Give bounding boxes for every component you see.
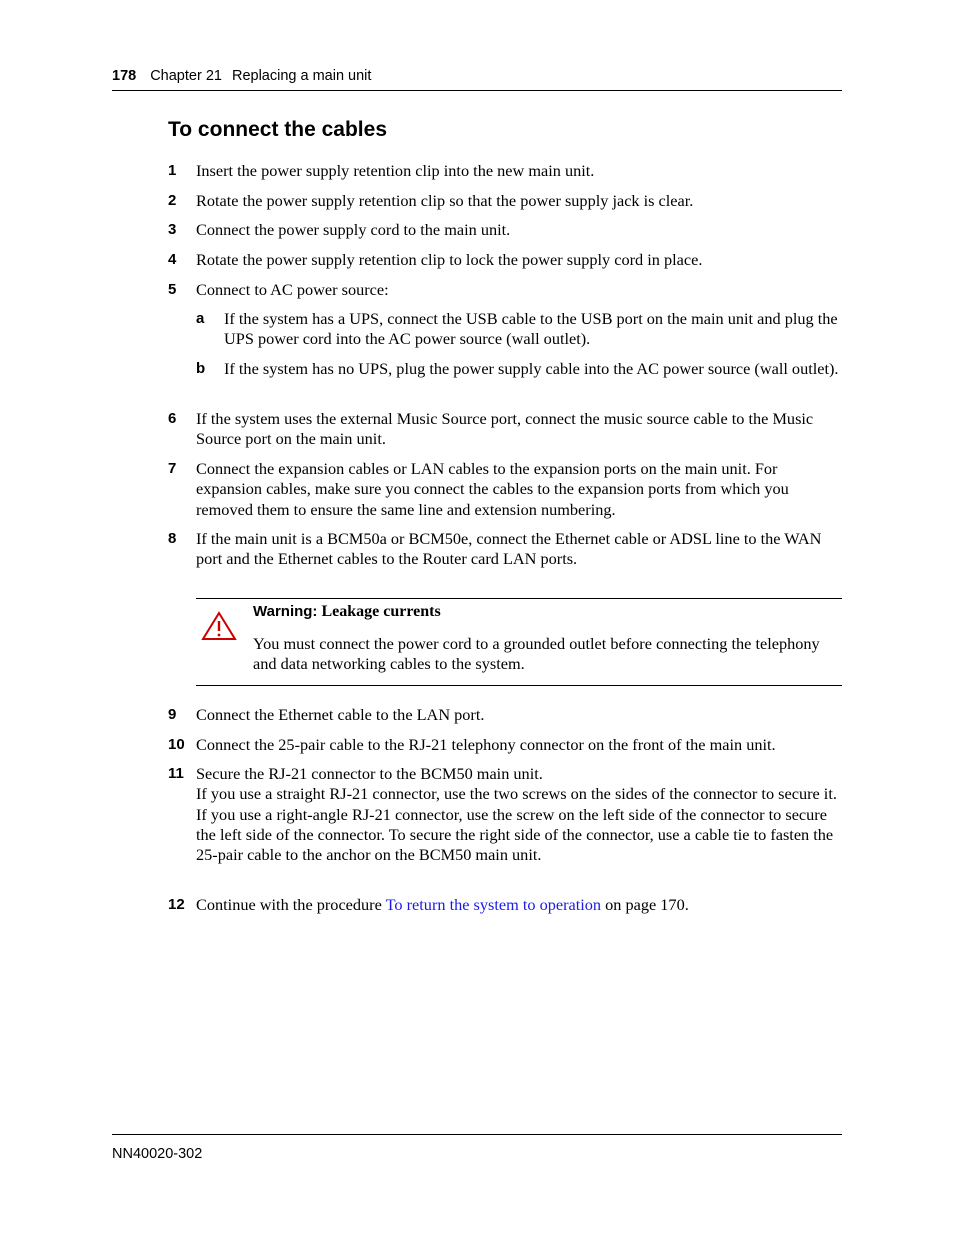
step-text: If the system uses the external Music Source port, connect the music source cable to the Music Source port on the main unit. <box>196 409 814 449</box>
step-text: Connect the power supply cord to the main unit. <box>196 220 511 239</box>
page-footer <box>112 1134 842 1162</box>
step-note: If you use a straight RJ-21 connector, use the two screws on the sides of the connector to secure it. <box>196 784 837 804</box>
step-number: 7 <box>168 460 177 477</box>
step-number: 4 <box>168 251 177 268</box>
document-number: NN40020-302 <box>112 1146 203 1162</box>
warning-heading <box>253 603 441 621</box>
step-number: 10 <box>168 736 185 753</box>
substep-text: If the system has no UPS, plug the power supply cable into the AC power source (wall outlet). <box>224 359 839 378</box>
step-number: 3 <box>168 221 177 238</box>
step-note: If you use a right-angle RJ-21 connector, use the screw on the left side of the connector to secure the left side of the connector. To secure the right side of the connector, use a cable tie to fasten the 25-pair cable to the anchor on the BCM50 main unit. <box>196 804 834 865</box>
step-number: 6 <box>168 410 177 427</box>
warning-box <box>196 598 842 686</box>
substep-text: If the system has a UPS, connect the USB cable to the USB port on the main unit and plug the UPS power cord into the AC power source (wall outlet). <box>224 309 838 349</box>
chapter-title: Replacing a main unit <box>231 68 372 84</box>
page-header <box>112 68 842 91</box>
warning-label: Warning: <box>253 603 318 620</box>
step-number: 9 <box>168 706 177 723</box>
step-text: Rotate the power supply retention clip to lock the power supply cord in place. <box>196 250 703 269</box>
substep-letter: b <box>196 360 206 377</box>
warning-title: Leakage currents <box>321 603 441 620</box>
step-number: 2 <box>168 192 177 209</box>
step-text <box>196 895 846 915</box>
step-text: Insert the power supply retention clip into the new main unit. <box>196 161 595 180</box>
step-number: 5 <box>168 281 177 298</box>
step-text: Connect the Ethernet cable to the LAN port. <box>196 705 485 724</box>
warning-body: You must connect the power cord to a grounded outlet before connecting the telephony and data networking cables to the system. <box>253 634 820 674</box>
chapter-label: Chapter 21 <box>150 68 222 84</box>
step-text-block <box>196 764 846 865</box>
step-text: Rotate the power supply retention clip so that the power supply jack is clear. <box>196 191 694 210</box>
step-text-after: on page 170. <box>605 895 689 914</box>
step-number: 12 <box>168 896 185 913</box>
step-text: Secure the RJ-21 connector to the BCM50 main unit. <box>196 764 543 783</box>
step-text-before: Continue with the procedure <box>196 895 382 914</box>
step-number: 8 <box>168 530 177 547</box>
section-title: To connect the cables <box>168 118 387 141</box>
step-text: Connect the 25-pair cable to the RJ-21 telephony connector on the front of the main unit. <box>196 735 776 754</box>
step-number: 11 <box>168 765 184 782</box>
step-text: If the main unit is a BCM50a or BCM50e, connect the Ethernet cable or ADSL line to the WAN port and the Ethernet cables to the Router card LAN ports. <box>196 529 822 569</box>
step-text: Connect the expansion cables or LAN cables to the expansion ports on the main unit. For expansion cables, make sure you connect the cables to the expansion ports from which you removed them to ensure the same line and extension numbering. <box>196 459 789 519</box>
page-number: 178 <box>112 68 137 84</box>
warning-triangle-icon <box>201 611 237 641</box>
step-text: Connect to AC power source: <box>196 280 389 299</box>
step-number: 1 <box>168 162 177 179</box>
procedure-link[interactable]: To return the system to operation <box>385 895 602 914</box>
substep-letter: a <box>196 310 205 327</box>
